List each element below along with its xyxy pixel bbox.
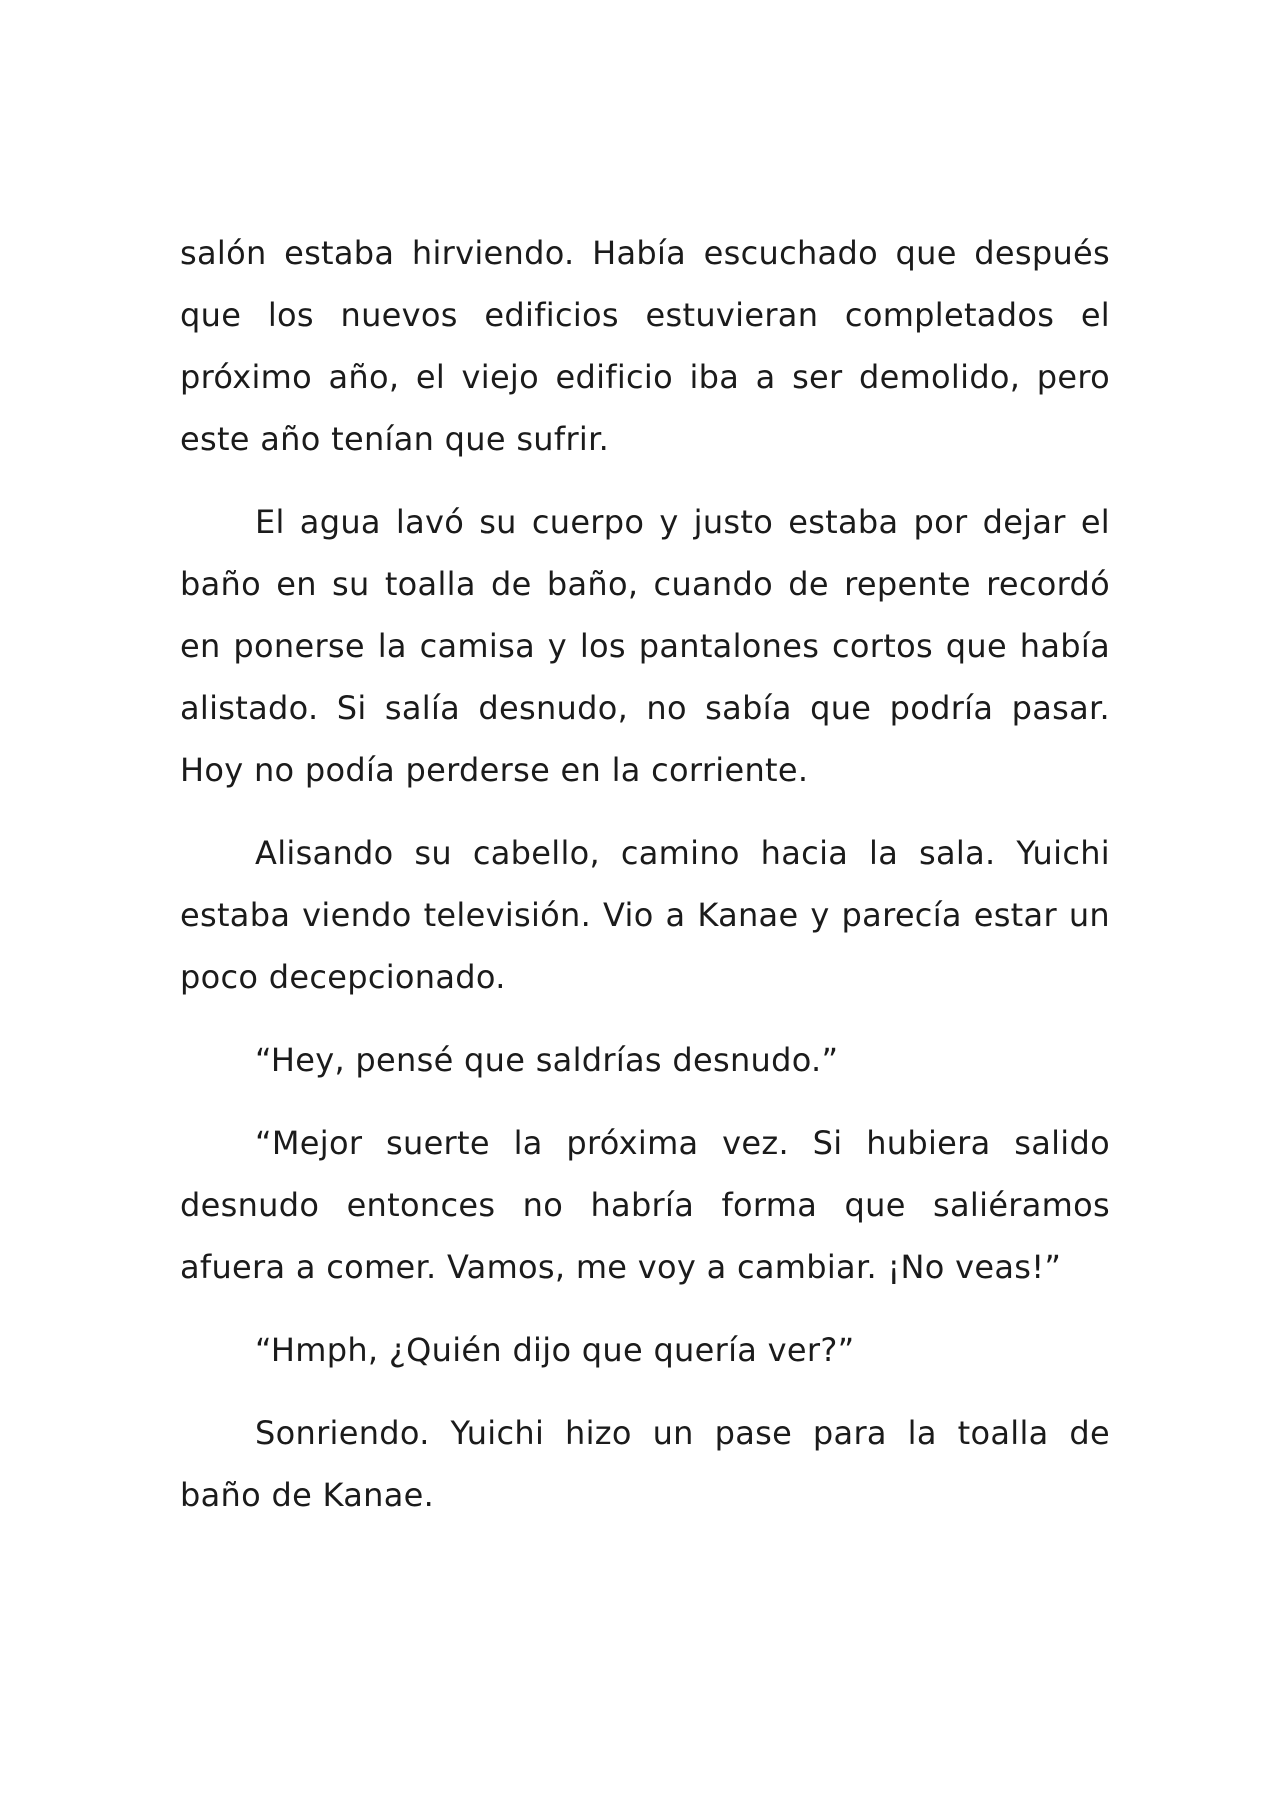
paragraph-7: Sonriendo. Yuichi hizo un pase para la toalla de baño de Kanae. xyxy=(180,1414,1110,1514)
body-text xyxy=(180,222,1110,1547)
paragraph-1: salón estaba hirviendo. Había escuchado que después que los nuevos edificios estuvieran completados el próximo año, el viejo edificio iba a ser demolido, pero este año tenían que sufrir. xyxy=(180,234,1110,458)
paragraph-3: Alisando su cabello, camino hacia la sala. Yuichi estaba viendo televisión. Vio a Kanae y parecía estar un poco decepcionado. xyxy=(180,834,1110,996)
paragraph-2: El agua lavó su cuerpo y justo estaba por dejar el baño en su toalla de baño, cuando de repente recordó en ponerse la camisa y los pantalones cortos que había alistado. Si salía desnudo, no sabía que podría pasar. Hoy no podía perderse en la corriente. xyxy=(180,503,1110,789)
paragraph-6: “Hmph, ¿Quién dijo que quería ver?” xyxy=(255,1331,855,1369)
paragraph-4: “Hey, pensé que saldrías desnudo.” xyxy=(255,1041,839,1079)
paragraph-5: “Mejor suerte la próxima vez. Si hubiera salido desnudo entonces no habría forma que saliéramos afuera a comer. Vamos, me voy a cambiar. ¡No veas!” xyxy=(180,1124,1110,1286)
